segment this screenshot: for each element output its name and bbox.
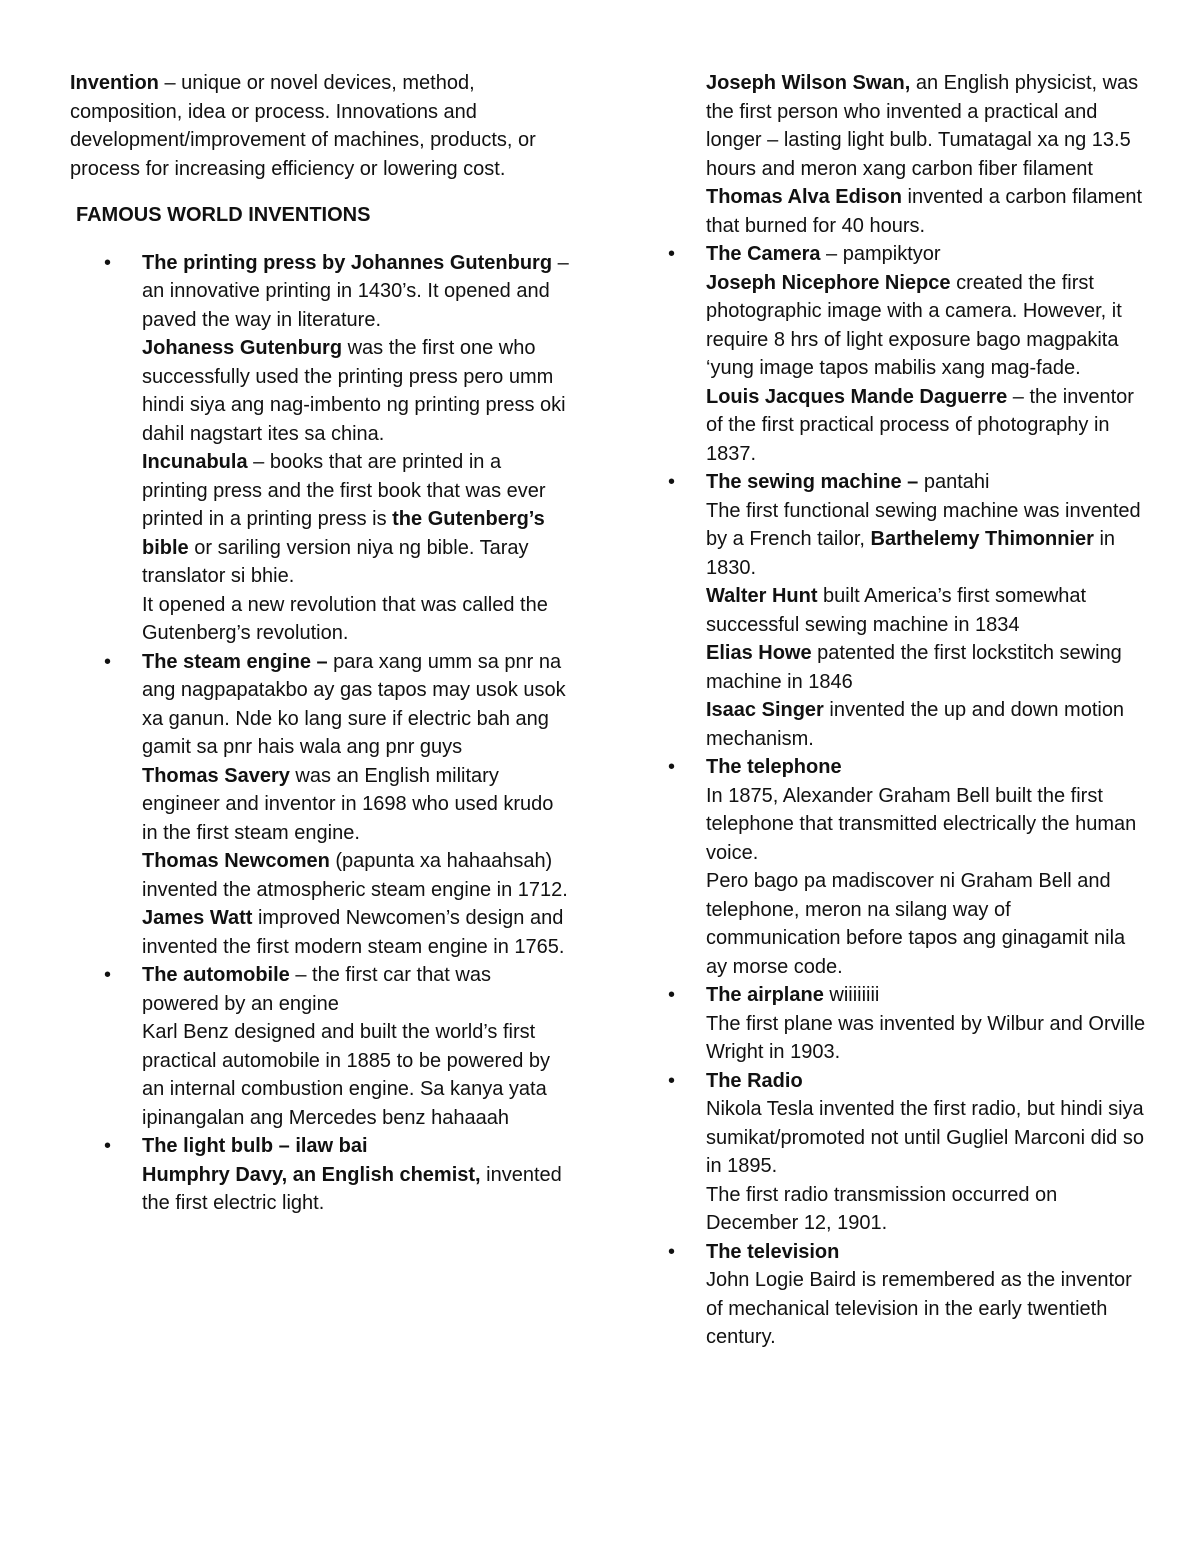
bold-text: The automobile (142, 964, 290, 986)
body-text: created the first photographic image with a camera. However, it require 8 hrs of light exposure bago magpakita ‘yung image tapos mabilis xang mag-fade. (706, 271, 1122, 379)
bold-text: Johaness Gutenburg (142, 337, 343, 359)
body-text: In 1875, Alexander Graham Bell built the first telephone that transmitted electrically the human voice. (706, 784, 1137, 864)
intro-text: – unique or novel devices, method, composition, idea or process. Innovations and development/improvement of machines, products, or process for increasing efficiency or lowering cost. (70, 72, 536, 180)
bold-text: Joseph Nicephore Niepce (706, 271, 951, 294)
right-column (668, 69, 1148, 1352)
body-text: invented the up and down motion mechanism. (706, 699, 1125, 750)
left-inventions-list (70, 249, 570, 1218)
bold-text: The airplane (706, 984, 824, 1006)
body-text: pantahi (918, 471, 990, 493)
invention-item (668, 981, 1148, 1067)
item-paragraph (706, 981, 1148, 1010)
item-paragraph (706, 753, 1148, 782)
body-text: – books that are printed in a printing press and the first book that was ever printed in a printing press is (142, 451, 546, 530)
body-text: patented the first lockstitch sewing machine in 1846 (706, 642, 1122, 693)
bullet-icon: • (668, 471, 676, 493)
left-column (70, 69, 570, 1218)
body-text: improved Newcomen’s design and invented the first modern steam engine in 1765. (142, 907, 565, 958)
intro-definition (70, 69, 570, 183)
bullet-icon: • (104, 964, 112, 986)
bullet-icon: • (104, 1135, 112, 1157)
item-paragraph (706, 867, 1148, 981)
item-paragraph (706, 497, 1148, 583)
bold-text: the Gutenberg’s bible (142, 508, 545, 559)
intro-term: Invention (70, 72, 159, 94)
item-paragraph (706, 696, 1148, 753)
bullet-icon: • (668, 756, 676, 778)
bold-text: Thomas Newcomen (142, 850, 330, 872)
item-paragraph (142, 762, 570, 848)
body-text: Karl Benz designed and built the world’s first practical automobile in 1885 to be powered by an internal combustion engine. Sa kanya yata ipinangalan ang Mercedes benz hahaaah (142, 1021, 551, 1129)
body-text: – the first car that was powered by an engine (142, 964, 491, 1015)
item-paragraph (142, 961, 570, 1018)
item-paragraph (142, 1018, 570, 1132)
bold-text: Humphry Davy, an English chemist, (142, 1163, 481, 1186)
bold-text: Elias Howe (706, 642, 812, 664)
bullet-icon: • (104, 251, 112, 274)
item-paragraph (142, 249, 570, 335)
continuation-paragraph (668, 69, 1148, 183)
body-text: Pero bago pa madiscover ni Graham Bell and telephone, meron na silang way of communication before tapos ang ginagamit nila ay morse code. (706, 870, 1126, 978)
bold-text: The steam engine – (142, 650, 328, 673)
bullet-icon: • (104, 650, 112, 673)
invention-item (70, 249, 570, 648)
bold-text: The light bulb – ilaw bai (142, 1135, 368, 1157)
invention-item (668, 1238, 1148, 1352)
section-heading: FAMOUS WORLD INVENTIONS (76, 204, 371, 226)
item-paragraph (142, 448, 570, 591)
bullet-icon: • (668, 243, 676, 265)
item-paragraph (706, 269, 1148, 383)
invention-item (70, 648, 570, 962)
bold-text: Louis Jacques Mande Daguerre (706, 385, 1008, 408)
bold-text: The television (706, 1240, 840, 1263)
bullet-icon: • (668, 984, 676, 1006)
body-text: in 1830. (706, 528, 1116, 579)
bullet-icon: • (668, 1069, 676, 1092)
bold-text: The sewing machine – (706, 471, 919, 493)
item-paragraph (706, 782, 1148, 868)
body-text: an English physicist, was the first person who invented a practical and longer – lasting light bulb. Tumatagal xa ng 13.5 hours and meron xang carbon fiber filament (706, 72, 1139, 180)
bold-text: James Watt (142, 907, 253, 929)
body-text: – pampiktyor (820, 243, 941, 265)
item-paragraph (142, 334, 570, 448)
body-text: The first plane was invented by Wilbur and Orville Wright in 1903. (706, 1012, 1146, 1063)
body-text: – an innovative printing in 1430’s. It opened and paved the way in literature. (142, 251, 569, 331)
item-paragraph (706, 582, 1148, 639)
body-text: It opened a new revolution that was called the Gutenberg’s revolution. (142, 593, 548, 644)
bold-text: The Camera (706, 243, 821, 265)
bold-text: Barthelemy Thimonnier (870, 528, 1094, 550)
right-inventions-list (668, 240, 1148, 1352)
item-paragraph (142, 648, 570, 762)
light-bulb-continuation (668, 69, 1148, 240)
continuation-paragraph (668, 183, 1148, 240)
item-paragraph (706, 1266, 1148, 1352)
body-text: Nikola Tesla invented the first radio, but hindi siya sumikat/promoted not until Gugliel Marconi did so in 1895. (706, 1098, 1144, 1177)
bold-text: The printing press by Johannes Gutenburg (142, 251, 553, 274)
item-paragraph (142, 1132, 570, 1161)
item-paragraph (706, 639, 1148, 696)
bold-text: Thomas Savery (142, 764, 290, 787)
bold-text: The Radio (706, 1069, 803, 1092)
body-text: The first radio transmission occurred on December 12, 1901. (706, 1183, 1058, 1234)
bold-text: Joseph Wilson Swan, (706, 72, 911, 94)
body-text: The first functional sewing machine was invented by a French tailor, (706, 499, 1141, 550)
bold-text: Thomas Alva Edison (706, 186, 902, 208)
item-paragraph (706, 1181, 1148, 1238)
item-paragraph (142, 847, 570, 904)
item-paragraph (706, 383, 1148, 469)
body-text: John Logie Baird is remembered as the inventor of mechanical television in the early twentieth century. (706, 1269, 1132, 1348)
body-text: – the inventor of the first practical process of photography in 1837. (706, 385, 1134, 465)
item-paragraph (142, 1161, 570, 1218)
item-paragraph (142, 591, 570, 648)
item-paragraph (706, 1067, 1148, 1096)
body-text: wiiiiiiii (823, 984, 880, 1006)
body-text: invented a carbon filament that burned for 40 hours. (706, 186, 1143, 237)
invention-item (668, 753, 1148, 981)
body-text: (papunta xa hahaahsah) invented the atmospheric steam engine in 1712. (142, 850, 568, 901)
invention-item (668, 240, 1148, 468)
body-text: para xang umm sa pnr na ang nagpapatakbo ay gas tapos may usok usok xa ganun. Nde ko lang sure if electric bah ang gamit sa pnr hais wala ang pnr guys (142, 650, 566, 758)
item-paragraph (706, 1010, 1148, 1067)
bold-text: Walter Hunt (706, 585, 818, 607)
item-paragraph (142, 904, 570, 961)
bold-text: The telephone (706, 756, 842, 778)
item-paragraph (706, 1238, 1148, 1267)
bold-text: Isaac Singer (706, 699, 824, 721)
invention-item (70, 961, 570, 1132)
body-text: was an English military engineer and inventor in 1698 who used krudo in the first steam engine. (142, 764, 554, 844)
body-text: or sariling version niya ng bible. Taray translator si bhie. (142, 536, 529, 587)
invention-item (70, 1132, 570, 1218)
item-paragraph (706, 468, 1148, 497)
item-paragraph (706, 1095, 1148, 1181)
bullet-icon: • (668, 1240, 676, 1263)
body-text: built America’s first somewhat successful sewing machine in 1834 (706, 585, 1087, 636)
body-text: invented the first electric light. (142, 1163, 562, 1214)
body-text: was the first one who successfully used the printing press pero umm hindi siya ang nag-imbento ng printing press oki dahil nagstart ites sa china. (142, 337, 566, 445)
invention-item (668, 468, 1148, 753)
item-paragraph (706, 240, 1148, 269)
invention-item (668, 1067, 1148, 1238)
bold-text: Incunabula (142, 451, 248, 473)
